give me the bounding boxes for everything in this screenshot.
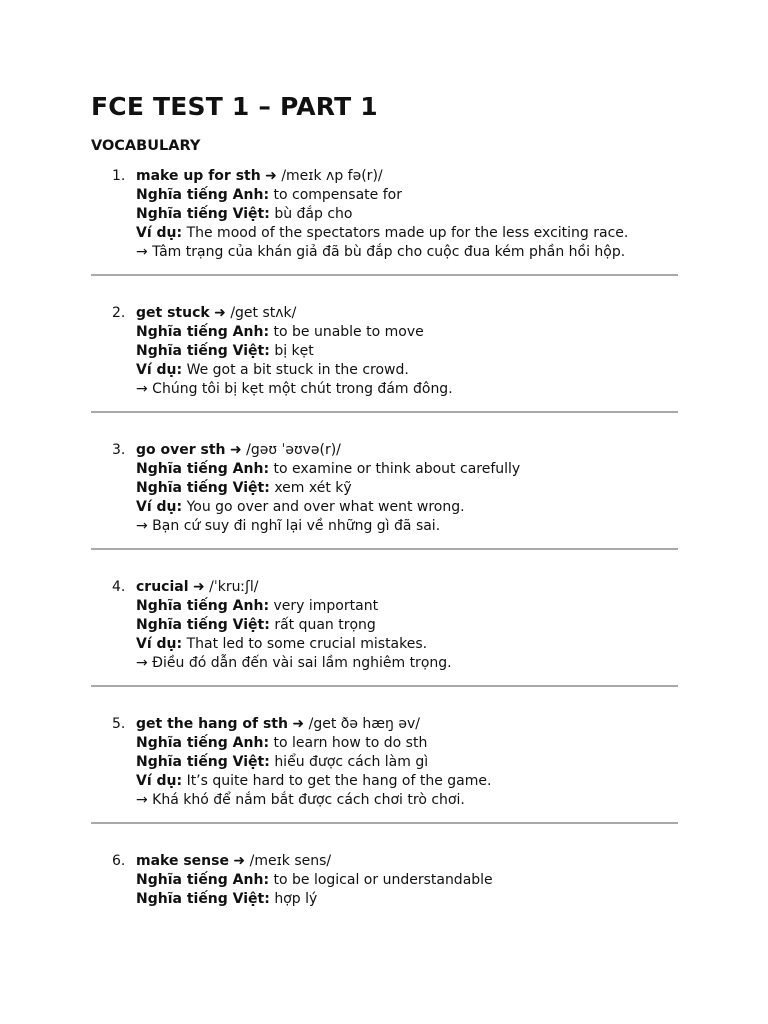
label-meaning-vi: Nghĩa tiếng Việt: [136, 617, 270, 633]
label-example: Ví dụ: [136, 773, 183, 789]
entry-meaning-en [136, 460, 520, 479]
example-text: It’s quite hard to get the hang of the game. [186, 773, 492, 789]
entry-headline [136, 852, 493, 871]
label-meaning-vi: Nghĩa tiếng Việt: [136, 891, 270, 907]
vocabulary-entry [91, 304, 678, 441]
entry-number: 2. [112, 305, 126, 321]
entry-meaning-vi [136, 890, 493, 909]
entry-term: make up for sth [136, 168, 261, 184]
example-text: We got a bit stuck in the crowd. [186, 362, 409, 378]
entry-meaning-vi [136, 753, 491, 772]
entry-term: get stuck [136, 305, 210, 321]
vocabulary-list [91, 167, 678, 989]
label-meaning-vi: Nghĩa tiếng Việt: [136, 754, 270, 770]
label-meaning-en: Nghĩa tiếng Anh: [136, 598, 270, 614]
entry-meaning-en [136, 597, 452, 616]
entry-example [136, 772, 491, 791]
entry-number: 6. [112, 853, 126, 869]
label-meaning-vi: Nghĩa tiếng Việt: [136, 343, 270, 359]
entry-body [136, 578, 452, 673]
entry-divider [91, 274, 678, 276]
entry-example [136, 635, 452, 654]
entry-body [136, 441, 520, 536]
entry-meaning-vi [136, 479, 520, 498]
entry-translation: → Tâm trạng của khán giả đã bù đắp cho cuộc đua kém phần hồi hộp. [136, 244, 626, 260]
entry-body [136, 715, 491, 810]
entry-ipa: /gəʊ ˈəʊvə(r)/ [246, 442, 341, 458]
entry-number: 5. [112, 716, 126, 732]
entry-ipa: /meɪk ʌp fə(r)/ [281, 168, 383, 184]
entry-meaning-en [136, 871, 493, 890]
page-title: FCE TEST 1 – PART 1 [91, 92, 378, 121]
entry-divider [91, 411, 678, 413]
label-example: Ví dụ: [136, 636, 183, 652]
label-meaning-en: Nghĩa tiếng Anh: [136, 187, 270, 203]
entry-example [136, 224, 628, 243]
label-meaning-en: Nghĩa tiếng Anh: [136, 872, 270, 888]
section-title: VOCABULARY [91, 138, 201, 154]
entry-term: go over sth [136, 442, 226, 458]
meaning-vi-text: hiểu được cách làm gì [274, 754, 429, 770]
vocabulary-entry [91, 852, 678, 989]
label-meaning-en: Nghĩa tiếng Anh: [136, 324, 270, 340]
label-example: Ví dụ: [136, 225, 183, 241]
meaning-en-text: to be logical or understandable [273, 872, 493, 888]
example-text: You go over and over what went wrong. [186, 499, 465, 515]
meaning-vi-text: bị kẹt [274, 343, 314, 359]
meaning-en-text: to be unable to move [273, 324, 424, 340]
entry-translation: → Chúng tôi bị kẹt một chút trong đám đông. [136, 381, 453, 397]
entry-term: get the hang of sth [136, 716, 288, 732]
vocabulary-entry [91, 578, 678, 715]
entry-body [136, 167, 628, 262]
entry-headline [136, 167, 628, 186]
vocabulary-entry [91, 715, 678, 852]
entry-divider [91, 822, 678, 824]
arrow-icon: ➜ [214, 305, 226, 321]
entry-ipa: /meɪk sens/ [249, 853, 332, 869]
entry-meaning-en [136, 186, 628, 205]
entry-body [136, 852, 493, 909]
entry-example [136, 361, 453, 380]
entry-number: 4. [112, 579, 126, 595]
label-example: Ví dụ: [136, 362, 183, 378]
vocabulary-entry [91, 167, 678, 304]
entry-term: crucial [136, 579, 189, 595]
entry-divider [91, 685, 678, 687]
entry-body [136, 304, 453, 399]
entry-term: make sense [136, 853, 229, 869]
meaning-vi-text: xem xét kỹ [274, 480, 352, 496]
entry-example [136, 498, 520, 517]
entry-ipa: /get ðə hæŋ əv/ [308, 716, 420, 732]
meaning-vi-text: hợp lý [274, 891, 318, 907]
entry-ipa: /ˈkruːʃl/ [209, 579, 259, 595]
example-text: That led to some crucial mistakes. [186, 636, 428, 652]
entry-headline [136, 441, 520, 460]
entry-number: 1. [112, 168, 126, 184]
entry-meaning-en [136, 734, 491, 753]
entry-meaning-vi [136, 342, 453, 361]
entry-translation: → Bạn cứ suy đi nghĩ lại về những gì đã sai. [136, 518, 441, 534]
label-meaning-vi: Nghĩa tiếng Việt: [136, 480, 270, 496]
entry-meaning-vi [136, 616, 452, 635]
arrow-icon: ➜ [233, 853, 246, 869]
entry-number: 3. [112, 442, 126, 458]
entry-translation: → Điều đó dẫn đến vài sai lầm nghiêm trọng. [136, 655, 452, 671]
arrow-icon: ➜ [229, 442, 242, 458]
entry-meaning-vi [136, 205, 628, 224]
meaning-en-text: to examine or think about carefully [273, 461, 521, 477]
arrow-icon: ➜ [292, 716, 305, 732]
entry-translation: → Khá khó để nắm bắt được cách chơi trò chơi. [136, 792, 465, 808]
meaning-vi-text: rất quan trọng [274, 617, 376, 633]
arrow-icon: ➜ [192, 579, 205, 595]
meaning-en-text: very important [273, 598, 379, 614]
vocabulary-entry [91, 441, 678, 578]
label-meaning-vi: Nghĩa tiếng Việt: [136, 206, 270, 222]
arrow-icon: ➜ [265, 168, 277, 184]
entry-headline [136, 715, 491, 734]
label-meaning-en: Nghĩa tiếng Anh: [136, 461, 270, 477]
meaning-en-text: to compensate for [273, 187, 402, 203]
meaning-en-text: to learn how to do sth [273, 735, 428, 751]
label-meaning-en: Nghĩa tiếng Anh: [136, 735, 270, 751]
example-text: The mood of the spectators made up for the less exciting race. [186, 225, 629, 241]
entry-meaning-en [136, 323, 453, 342]
entry-headline [136, 304, 453, 323]
entry-ipa: /get stʌk/ [230, 305, 297, 321]
entry-divider [91, 548, 678, 550]
meaning-vi-text: bù đắp cho [274, 206, 353, 222]
entry-headline [136, 578, 452, 597]
label-example: Ví dụ: [136, 499, 183, 515]
